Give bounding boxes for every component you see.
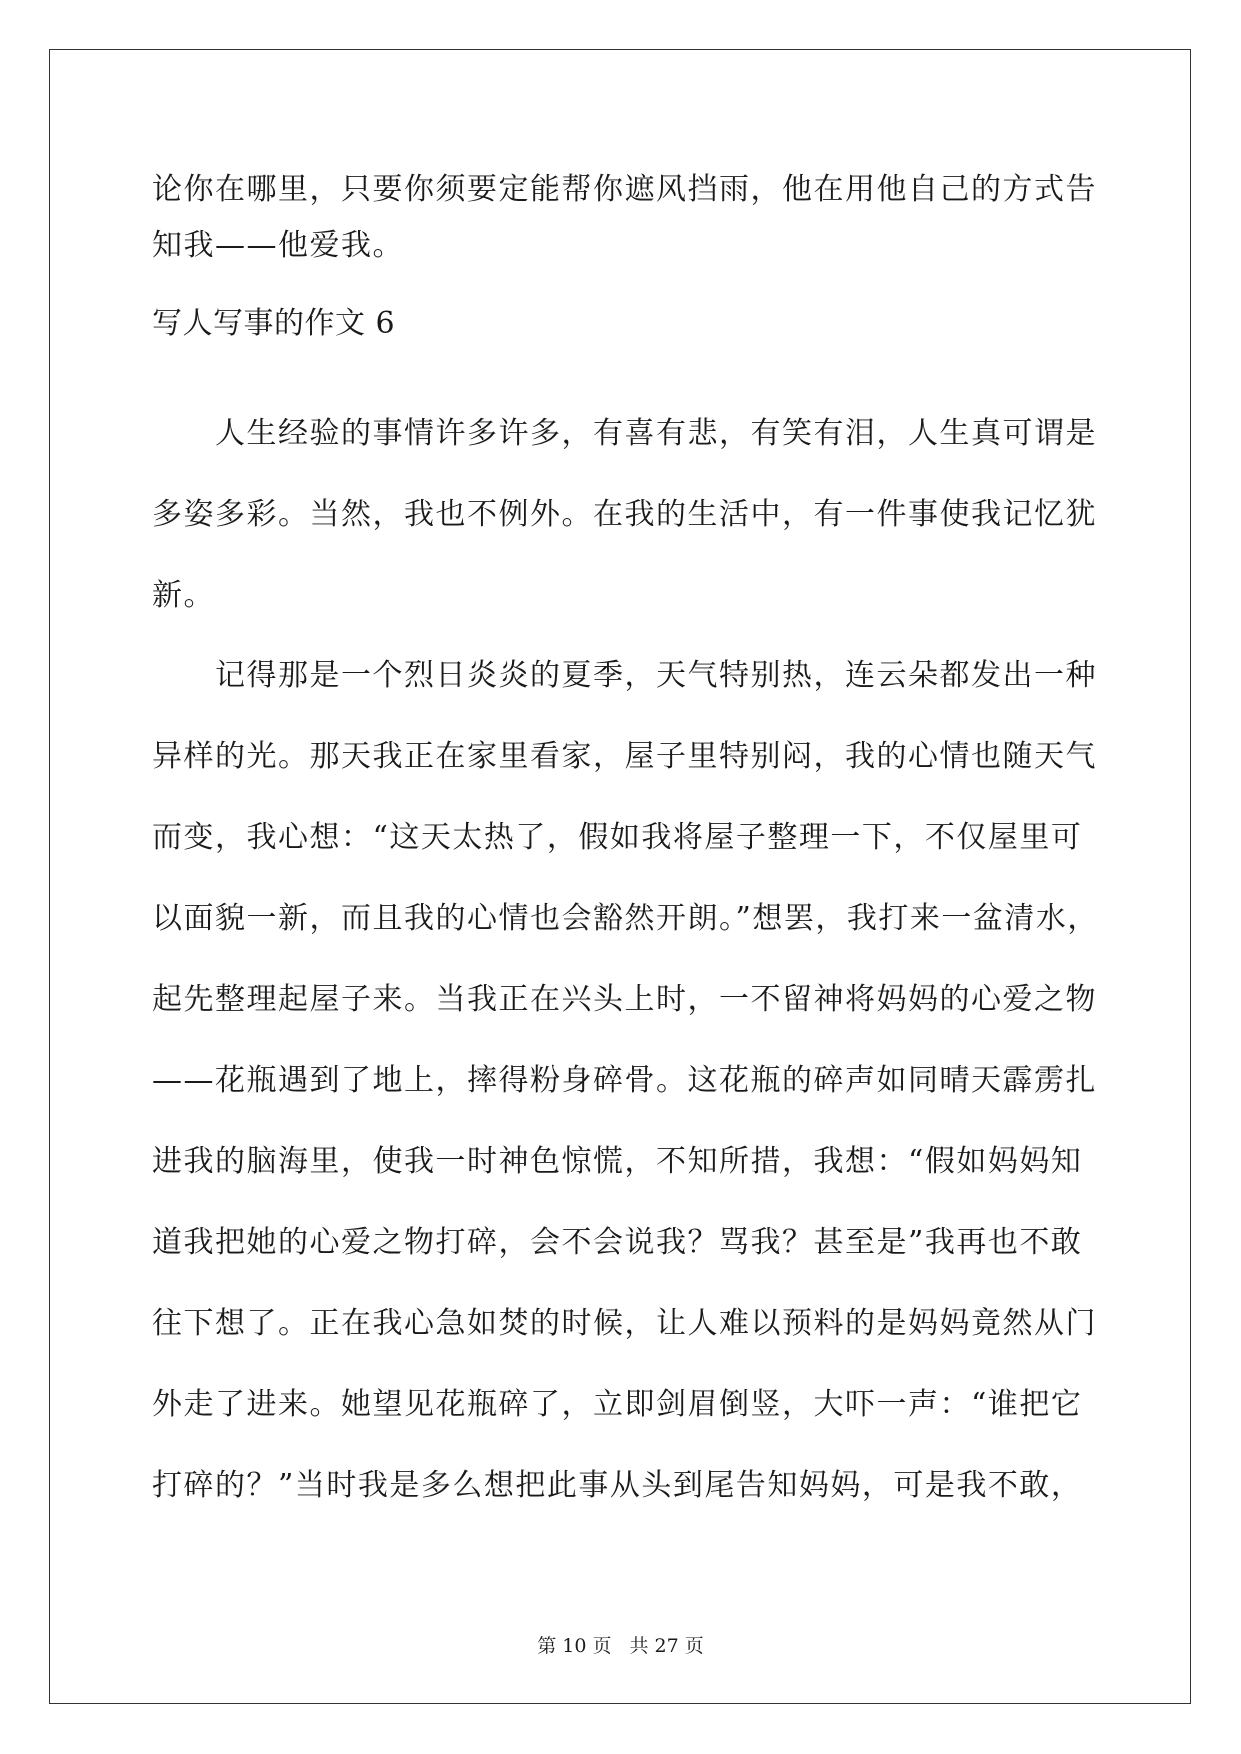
- text-line: 外走了进来。她望见花瓶碎了，立即剑眉倒竖，大吓一声：“谁把它: [152, 1387, 1083, 1422]
- text-line: 进我的脑海里，使我一时神色惊慌，不知所措，我想：“假如妈妈知: [152, 1144, 1083, 1179]
- text-line: 多姿多彩。当然，我也不例外。在我的生活中，有一件事使我记忆犹: [152, 497, 1097, 532]
- text-line: 道我把她的心爱之物打碎，会不会说我？骂我？甚至是”我再也不敢: [152, 1225, 1083, 1260]
- text-line: 以面貌一新，而且我的心情也会豁然开朗。”想罢，我打来一盆清水，: [152, 901, 1099, 936]
- page-border: [49, 49, 1191, 1704]
- text-line: 记得那是一个烈日炎炎的夏季，天气特别热，连云朵都发出一种: [152, 658, 1097, 693]
- page-number: 第 10 页: [537, 1635, 612, 1657]
- text-line: 而变，我心想：“这天太热了，假如我将屋子整理一下，不仅屋里可: [152, 820, 1083, 855]
- text-line: 知我——他爱我。: [152, 228, 404, 263]
- text-line: 起先整理起屋子来。当我正在兴头上时，一不留神将妈妈的心爱之物: [152, 982, 1097, 1017]
- section-heading: 写人写事的作文 6: [152, 306, 396, 341]
- text-line: 新。: [152, 578, 215, 613]
- text-line: 论你在哪里，只要你须要定能帮你遮风挡雨，他在用他自己的方式告: [152, 172, 1097, 207]
- page-total: 共 27 页: [629, 1635, 704, 1657]
- text-line: 往下想了。正在我心急如焚的时候，让人难以预料的是妈妈竟然从门: [152, 1306, 1097, 1341]
- text-line: 异样的光。那天我正在家里看家，屋子里特别闷，我的心情也随天气: [152, 739, 1097, 774]
- text-line: 人生经验的事情许多许多，有喜有悲，有笑有泪，人生真可谓是: [152, 416, 1097, 451]
- page-footer: [0, 1634, 1241, 1658]
- text-line: ——花瓶遇到了地上，摔得粉身碎骨。这花瓶的碎声如同晴天霹雳扎: [152, 1063, 1097, 1098]
- text-line: 打碎的？”当时我是多么想把此事从头到尾告知妈妈，可是我不敢，: [152, 1468, 1083, 1503]
